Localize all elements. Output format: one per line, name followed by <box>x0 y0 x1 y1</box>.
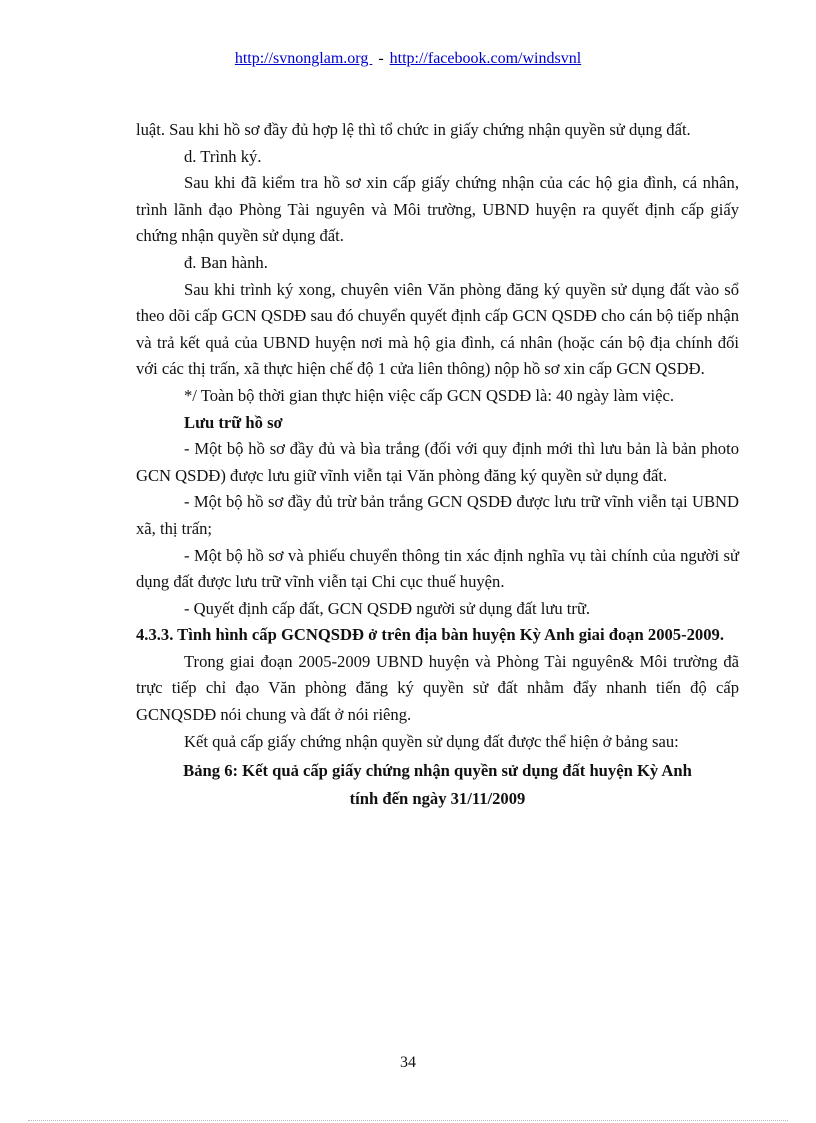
facebook-link[interactable]: http://facebook.com/windsvnl <box>389 50 582 67</box>
table-title-line-2: tính đến ngày 31/11/2009 <box>349 789 526 809</box>
list-item: - Một bộ hồ sơ và phiếu chuyển thông tin xác định nghĩa vụ tài chính của người sử dụng đất được lưu trữ vĩnh viễn tại Chi cục thuế huyện. <box>136 545 739 592</box>
svnonglam-link[interactable]: http://svnonglam.org <box>234 50 373 67</box>
header-separator: - <box>378 50 384 67</box>
paragraph: Sau khi trình ký xong, chuyên viên Văn phòng đăng ký quyền sử dụng đất vào sổ theo dõi cấp GCN QSDĐ sau đó chuyển quyết định cấp GCN QSDĐ cho cán bộ tiếp nhận và trả kết quả của UBND huyện nơi mà hộ gia đình, cá nhân (hoặc cán bộ địa chính đối với các thị trấn, xã thực hiện chế độ 1 cửa liên thông) nộp hồ sơ xin cấp GCN QSDĐ. <box>136 279 739 379</box>
paragraph: Sau khi đã kiểm tra hồ sơ xin cấp giấy chứng nhận của các hộ gia đình, cá nhân, trình lãnh đạo Phòng Tài nguyên và Môi trường, UBND huyện ra quyết định cấp giấy chứng nhận quyền sử dụng đất. <box>136 173 739 246</box>
paragraph: Trong giai đoạn 2005-2009 UBND huyện và Phòng Tài nguyên& Môi trường đã trực tiếp chỉ đạo Văn phòng đăng ký quyền sử đất nhằm đẩy nhanh tiến độ cấp GCNQSDĐ nói chung và đất ở nói riêng. <box>136 651 739 725</box>
list-item: - Một bộ hồ sơ đầy đủ trừ bản trắng GCN QSDĐ được lưu trữ vĩnh viễn tại UBND xã, thị trấn; <box>136 492 739 538</box>
paragraph: luật. Sau khi hồ sơ đầy đủ hợp lệ thì tổ chức in giấy chứng nhận quyền sử dụng đất. <box>136 120 691 139</box>
subheading-ban-hanh: đ. Ban hành. <box>184 252 268 272</box>
page-number: 34 <box>400 1054 416 1071</box>
subheading-trinh-ky: d. Trình ký. <box>184 146 262 166</box>
section-heading: 4.3.3. Tình hình cấp GCNQSDĐ ở trên địa bàn huyện Kỳ Anh giai đoạn 2005-2009. <box>136 625 724 645</box>
paragraph: */ Toàn bộ thời gian thực hiện việc cấp GCN QSDĐ là: 40 ngày làm việc. <box>184 385 675 405</box>
footer-divider <box>28 1120 788 1121</box>
subheading-luu-tru: Lưu trữ hồ sơ <box>184 412 283 432</box>
page-header <box>0 50 816 68</box>
table-title-line-1: Bảng 6: Kết quả cấp giấy chứng nhận quyền sử dụng đất huyện Kỳ Anh <box>183 761 692 781</box>
list-item: - Một bộ hồ sơ đầy đủ và bìa trắng (đối với quy định mới thì lưu bản là bản photo GCN QSDĐ) được lưu giữ vĩnh viễn tại Văn phòng đăng ký quyền sử dụng đất. <box>136 439 739 485</box>
document-body <box>136 117 739 813</box>
table-title <box>136 757 739 813</box>
paragraph: Kết quả cấp giấy chứng nhận quyền sử dụng đất được thể hiện ở bảng sau: <box>184 731 679 751</box>
list-item: - Quyết định cấp đất, GCN QSDĐ người sử dụng đất lưu trữ. <box>184 598 591 618</box>
